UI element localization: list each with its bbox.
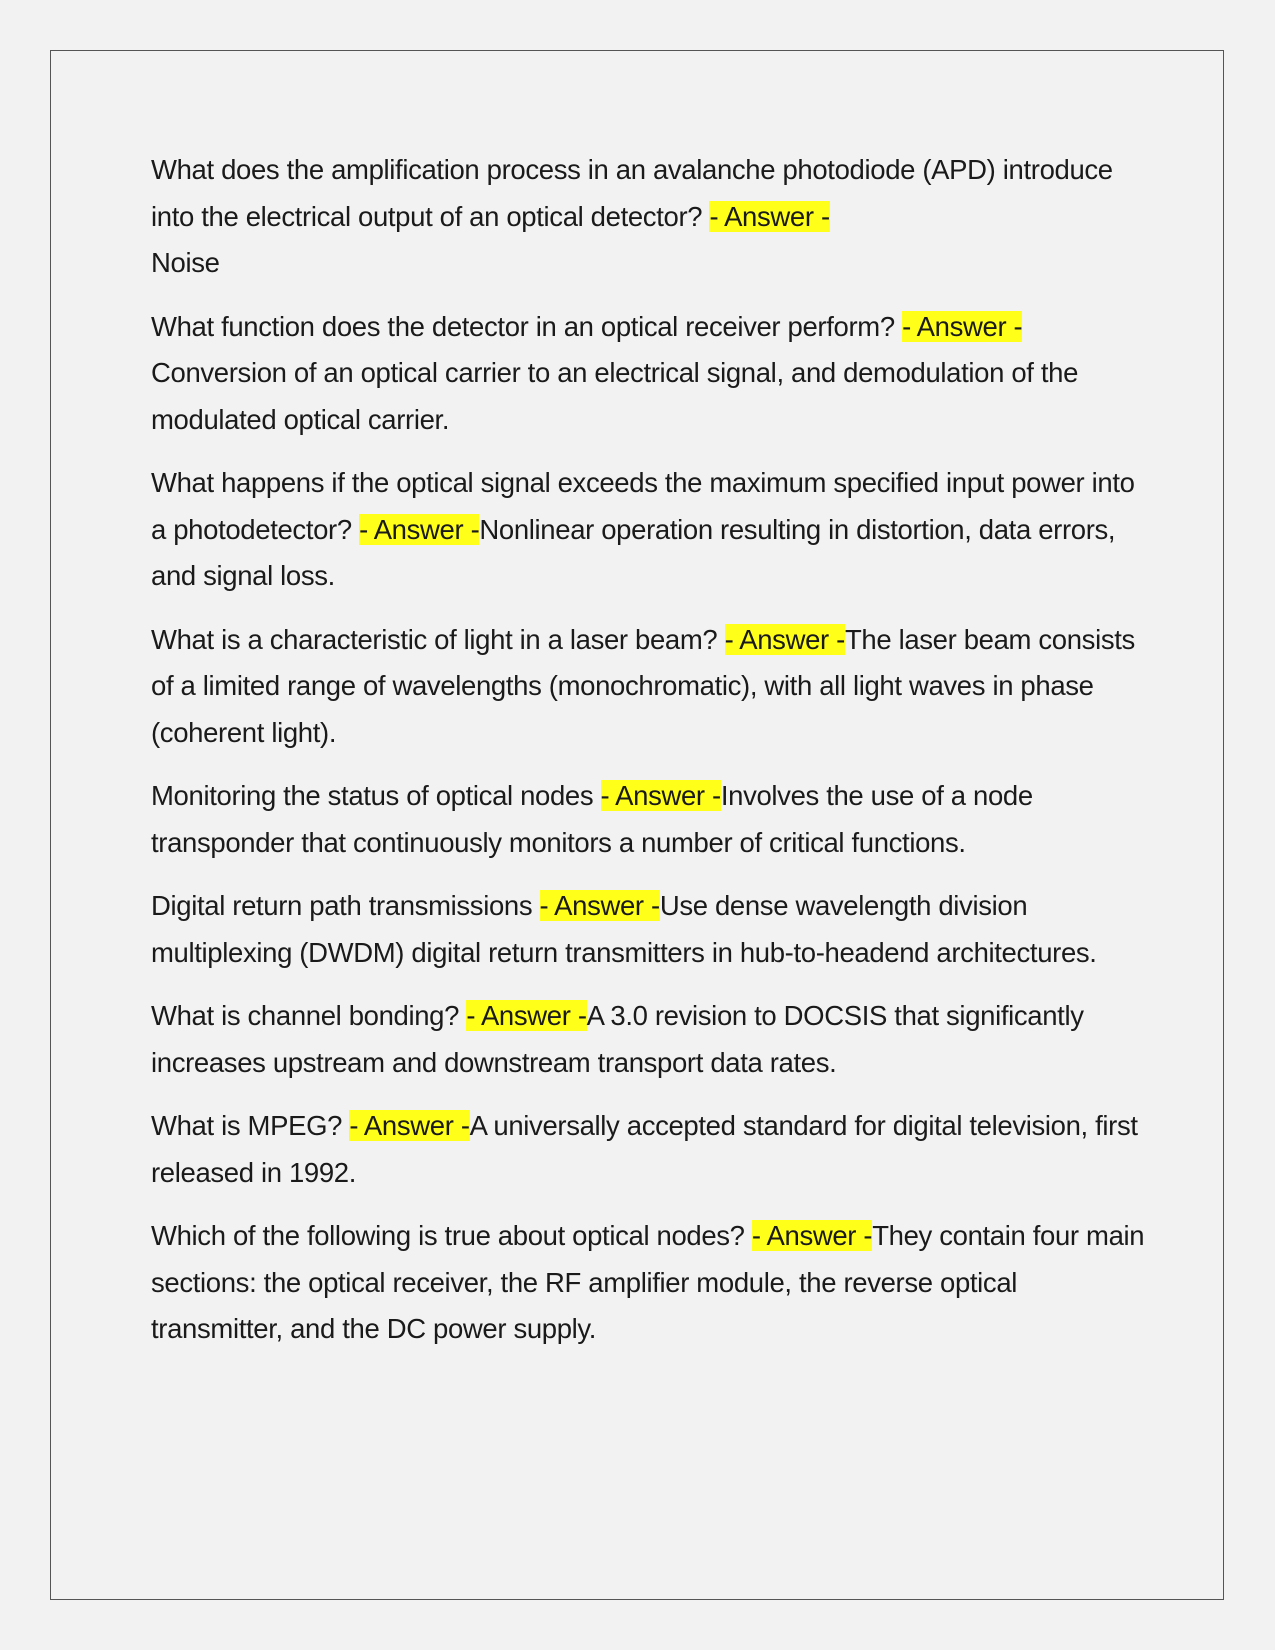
question-text: What is channel bonding? <box>151 1000 467 1031</box>
answer-text: A universally accepted standard for digital television, first released in 1992. <box>151 1110 1138 1188</box>
answer-text: Involves the use of a node transponder that continuously monitors a number of critical functions. <box>151 780 1033 858</box>
answer-marker: - Answer - <box>724 623 845 655</box>
qa-list <box>151 147 1151 1370</box>
answer-marker: - Answer - <box>902 310 1023 342</box>
question-text: What does the amplification process in an avalanche photodiode (APD) introduce into the electrical output of an optical detector? <box>151 154 1113 232</box>
qa-item-6 <box>151 883 1151 976</box>
question-text: What happens if the optical signal exceeds the maximum specified input power into a photodetector? <box>151 467 1135 545</box>
qa-item-7 <box>151 993 1151 1086</box>
document-page <box>50 50 1224 1600</box>
answer-marker: - Answer - <box>751 1220 873 1251</box>
qa-item-9 <box>151 1213 1151 1353</box>
answer-text: Use dense wavelength division multiplexing (DWDM) digital return transmitters in hub-to-headend architectures. <box>151 890 1097 968</box>
answer-text: Noise <box>151 247 220 278</box>
qa-item-5 <box>151 773 1151 866</box>
answer-text: The laser beam consists of a limited range of wavelengths (monochromatic), with all light waves in phase (coherent light). <box>151 623 1135 748</box>
answer-marker: - Answer - <box>709 200 830 232</box>
answer-text: Conversion of an optical carrier to an electrical signal, and demodulation of the modulated optical carrier. <box>151 357 1079 435</box>
question-text: What function does the detector in an optical receiver perform? <box>151 310 903 342</box>
question-text: Which of the following is true about optical nodes? <box>151 1220 752 1251</box>
answer-text: Nonlinear operation resulting in distortion, data errors, and signal loss. <box>151 513 1116 591</box>
qa-item-2 <box>151 304 1151 444</box>
answer-marker: - Answer - <box>600 780 721 811</box>
question-text: What is MPEG? <box>151 1110 350 1141</box>
answer-marker: - Answer - <box>466 1000 587 1031</box>
qa-item-8 <box>151 1103 1151 1196</box>
answer-text: A 3.0 revision to DOCSIS that significantly increases upstream and downstream transport data rates. <box>151 1000 1084 1078</box>
qa-item-1 <box>151 147 1151 287</box>
qa-item-4 <box>151 617 1151 757</box>
answer-text: They contain four main sections: the optical receiver, the RF amplifier module, the reverse optical transmitter, and the DC power supply. <box>151 1220 1145 1344</box>
question-text: Monitoring the status of optical nodes <box>151 780 601 811</box>
question-text: What is a characteristic of light in a laser beam? <box>151 623 725 655</box>
answer-marker: - Answer - <box>359 513 480 545</box>
qa-item-3 <box>151 460 1151 600</box>
answer-marker: - Answer - <box>349 1110 470 1141</box>
question-text: Digital return path transmissions <box>151 890 540 921</box>
answer-marker: - Answer - <box>539 890 660 921</box>
